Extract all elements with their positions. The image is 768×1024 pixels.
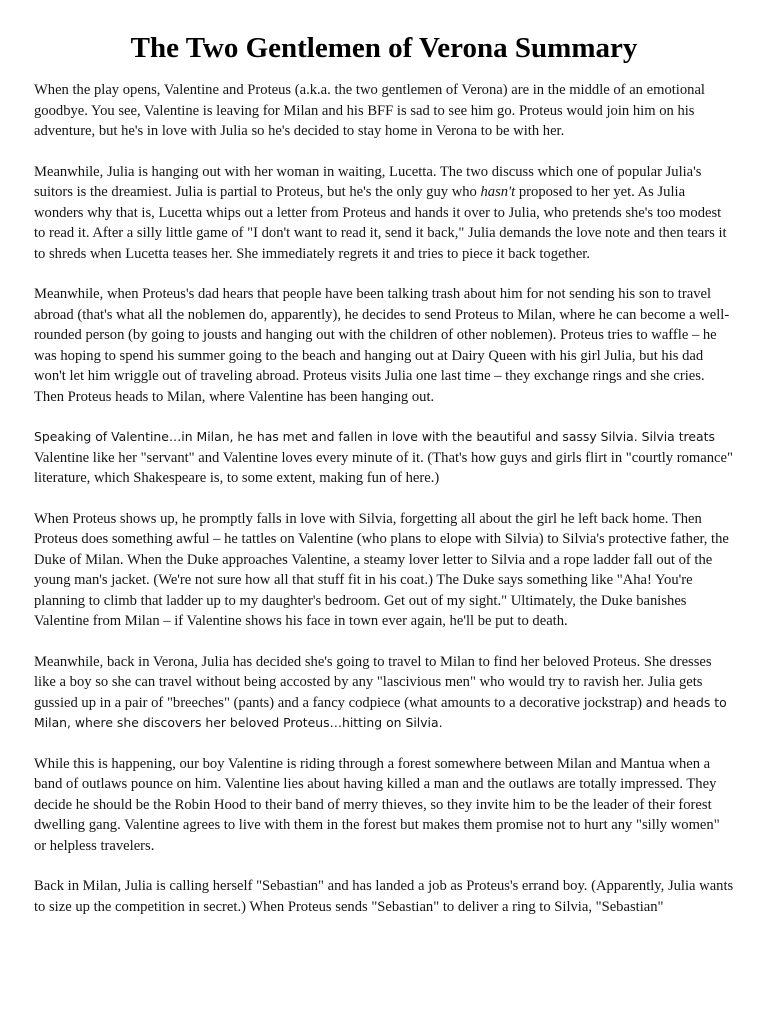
- document-body: [34, 80, 734, 937]
- page-title: The Two Gentlemen of Verona Summary: [130, 32, 638, 64]
- paragraph-3-text: Meanwhile, when Proteus's dad hears that people have been talking trash about him for not sending his son to travel abroad (that's what all the noblemen do, apparently), he decides to send Proteus to Milan, where he can become a well-rounded person (by going to jousts and hanging out with the children of other noblemen). Proteus tries to waffle – he was hoping to spend his summer going to the beach and hanging out at Dairy Queen with his girl Julia, but his dad won't let him wriggle out of traveling abroad. Proteus visits Julia one last time – they exchange rings and she cries. Then Proteus heads to Milan, where Valentine has been hanging out.: [34, 286, 730, 405]
- paragraph-2-text-before: Meanwhile, Julia is hanging out with her woman in waiting, Lucetta. The two discuss which one of popular Julia's suitors is the dreamiest. Julia is partial to Proteus, but he's the only guy who: [34, 163, 702, 200]
- paragraph-1-text: When the play opens, Valentine and Proteus (a.k.a. the two gentlemen of Verona) are in the middle of an emotional goodbye. You see, Valentine is leaving for Milan and his BFF is sad to see him go. Proteus would join him on his adventure, but he's in love with Julia so he's decided to stay home in Verona to be with her.: [34, 82, 705, 139]
- paragraph-1: [34, 80, 734, 142]
- paragraph-4: [34, 427, 734, 489]
- paragraph-6-alt-text: and heads to Milan, where she discovers her beloved Proteus…hitting on Silvia.: [34, 694, 727, 730]
- paragraph-7: [34, 754, 734, 857]
- paragraph-5-text: When Proteus shows up, he promptly falls in love with Silvia, forgetting all about the girl he left back home. Then Proteus does something awful – he tattles on Valentine (who plans to elope with Silvia) to Silvia's protective father, the Duke of Milan. When the Duke approaches Valentine, a steamy lover letter to Silvia and a rope ladder fall out of the young man's jacket. (We're not sure how all that stuff fit in his coat.) The Duke says something like "Aha! You're planning to climb that ladder up to my daughter's bedroom. Get out of my sight." Ultimately, the Duke banishes Valentine from Milan – if Valentine shows his face in town ever again, he'll be put to death.: [34, 510, 729, 629]
- paragraph-8: [34, 876, 734, 917]
- paragraph-5: [34, 509, 734, 632]
- paragraph-2-text-after: proposed to her yet. As Julia wonders why that is, Lucetta whips out a letter from Proteus and hands it over to Julia, who pretends she's too modest to read it. After a silly little game of "I don't want to read it, send it back," Julia demands the love note and then tears it to shreds when Lucetta teases her. She immediately regrets it and tries to piece it back together.: [34, 184, 727, 262]
- paragraph-2: [34, 162, 734, 265]
- paragraph-4-text: Valentine like her "servant" and Valentine loves every minute of it. (That's how guys and girls flirt in "courtly romance" literature, which Shakespeare is, to some extent, making fun of here.): [34, 449, 733, 486]
- paragraph-6: [34, 652, 734, 734]
- paragraph-4-alt-text: Speaking of Valentine…in Milan, he has met and fallen in love with the beautiful and sassy Silvia. Silvia treats: [34, 429, 715, 444]
- paragraph-2-emphasis: hasn't: [480, 184, 516, 200]
- paragraph-7-text: While this is happening, our boy Valentine is riding through a forest somewhere between Milan and Mantua when a band of outlaws pounce on him. Valentine lies about having killed a man and the outlaws are totally impressed. They decide he should be the Robin Hood to their band of merry thieves, so they invite him to be the leader of their forest dwelling gang. Valentine agrees to live with them in the forest but makes them promise not to hurt any "silly women" or helpless travelers.: [34, 755, 720, 854]
- paragraph-3: [34, 284, 734, 407]
- paragraph-6-text: Meanwhile, back in Verona, Julia has decided she's going to travel to Milan to find her beloved Proteus. She dresses like a boy so she can travel without being accosted by any "lascivious men" who would try to ravish her. Julia gets gussied up in a pair of "breeches" (pants) and a fancy codpiece (what amounts to a decorative jockstrap): [34, 653, 712, 711]
- paragraph-8-text: Back in Milan, Julia is calling herself "Sebastian" and has landed a job as Proteus's errand boy. (Apparently, Julia wants to size up the competition in secret.) When Proteus sends "Sebastian" to deliver a ring to Silvia, "Sebastian": [34, 878, 734, 915]
